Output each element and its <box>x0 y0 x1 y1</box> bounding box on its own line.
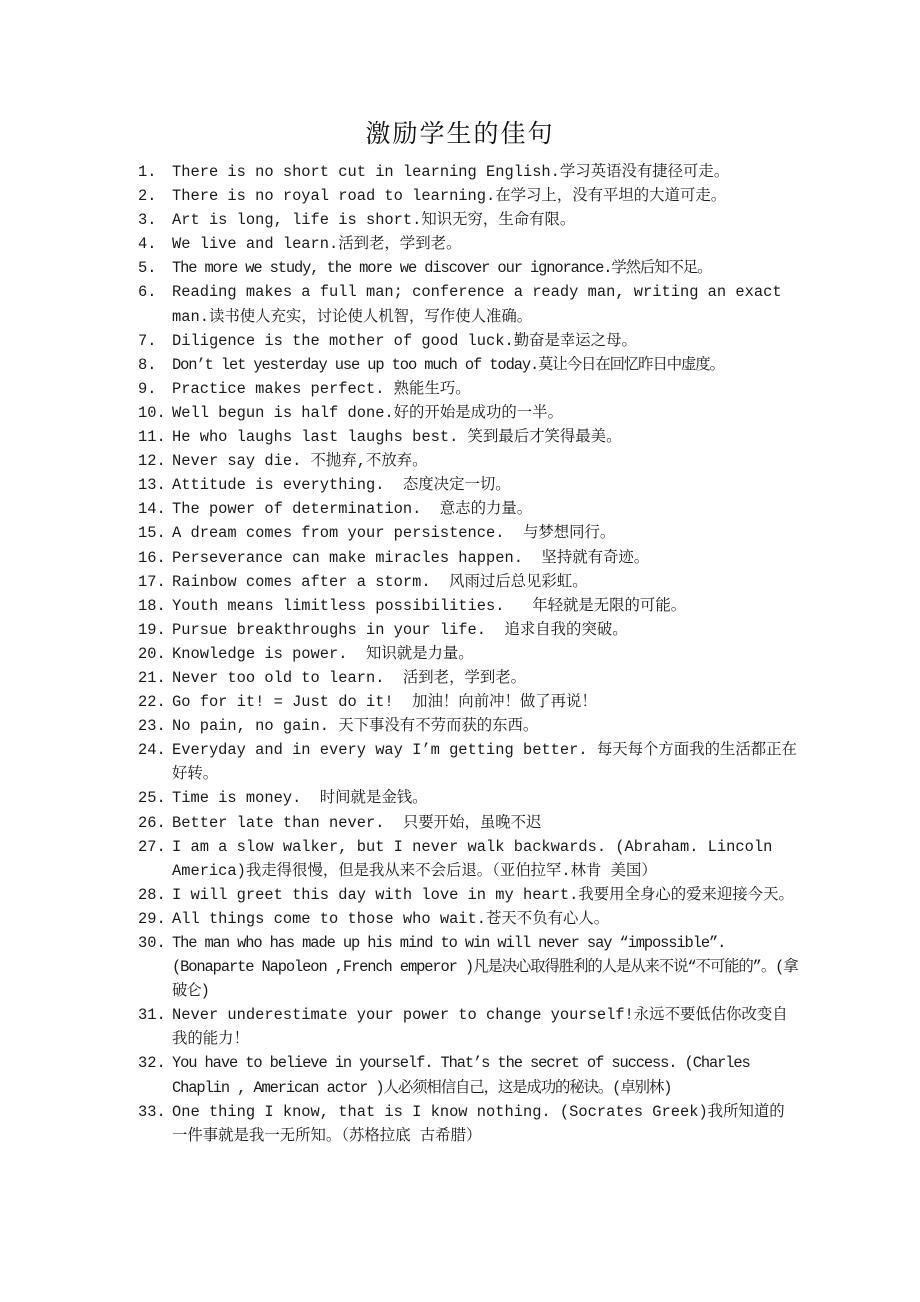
list-item <box>138 401 798 425</box>
item-text: Everyday and in every way I’m getting better. 每天每个方面我的生活都正在好转。 <box>172 741 797 784</box>
list-item <box>138 497 798 521</box>
item-text: Don’t let yesterday use up too much of today.莫让今日在回忆昨日中虚度。 <box>172 355 724 374</box>
list-item <box>138 473 798 497</box>
list-item <box>138 931 798 1003</box>
list-item <box>138 546 798 570</box>
item-text: Attitude is everything. 态度决定一切。 <box>172 476 511 495</box>
item-text: A dream comes from your persistence. 与梦想同行。 <box>172 524 616 543</box>
item-text: All things come to those who wait.苍天不负有心人。 <box>172 909 610 928</box>
item-text: No pain, no gain. 天下事没有不劳而获的东西。 <box>172 717 539 736</box>
item-number: 5. <box>138 259 157 278</box>
item-text: Reading makes a full man; conference a ready man, writing an exact man.读书使人充实，讨论使人机智，写作使人准确。 <box>172 283 791 326</box>
item-number: 16. <box>138 548 166 567</box>
list-item <box>138 618 798 642</box>
list-item <box>138 883 798 907</box>
item-text: Diligence is the mother of good luck.勤奋是幸运之母。 <box>172 331 637 350</box>
list-item <box>138 594 798 618</box>
item-number: 28. <box>138 885 166 904</box>
item-text: He who laughs last laughs best. 笑到最后才笑得最美。 <box>172 428 622 447</box>
item-number: 17. <box>138 572 166 591</box>
item-number: 18. <box>138 596 166 615</box>
item-number: 19. <box>138 620 166 639</box>
list-item <box>138 160 798 184</box>
item-number: 33. <box>138 1102 166 1121</box>
item-text: There is no short cut in learning English.学习英语没有捷径可走。 <box>172 163 730 181</box>
item-text: You have to believe in yourself. That’s the secret of success. (Charles Chaplin , American actor )人必须相信自己，这是成功的秘诀。(卓别林) <box>172 1054 758 1097</box>
item-number: 6. <box>138 283 157 302</box>
item-number: 30. <box>138 934 166 952</box>
item-text: Go for it! = Just do it! 加油！向前冲！做了再说！ <box>172 693 597 712</box>
item-number: 26. <box>138 813 166 832</box>
item-text: Art is long, life is short.知识无穷，生命有限。 <box>172 211 576 230</box>
item-text: The man who has made up his mind to win will never say “impossible”.(Bonaparte Napoleon ,French emperor )凡是决心取得胜利的人是从来不说“不可能的”。(拿破仑) <box>172 934 798 1001</box>
item-text: The more we study, the more we discover our ignorance.学然后知不足。 <box>172 259 712 278</box>
item-text: There is no royal road to learning.在学习上，没有平坦的大道可走。 <box>172 187 727 206</box>
list-item <box>138 907 798 931</box>
list-item <box>138 232 798 256</box>
quote-list <box>138 160 798 1148</box>
item-text: One thing I know, that is I know nothing. (Socrates Greek)我所知道的一件事就是我一无所知。（苏格拉底 古希腊） <box>172 1102 785 1145</box>
item-number: 8. <box>138 355 157 374</box>
item-number: 10. <box>138 403 166 422</box>
item-number: 21. <box>138 668 166 687</box>
list-item <box>138 642 798 666</box>
list-item <box>138 377 798 401</box>
list-item <box>138 1051 798 1099</box>
item-number: 31. <box>138 1006 166 1025</box>
item-number: 29. <box>138 909 166 928</box>
item-text: Rainbow comes after a storm. 风雨过后总见彩虹。 <box>172 572 588 591</box>
list-item <box>138 329 798 353</box>
item-number: 4. <box>138 235 157 254</box>
list-item <box>138 690 798 714</box>
list-item <box>138 280 798 328</box>
list-item <box>138 353 798 377</box>
item-number: 23. <box>138 717 166 736</box>
item-number: 32. <box>138 1054 166 1073</box>
item-text: I am a slow walker, but I never walk backwards. (Abraham. Lincoln America)我走得很慢，但是我从来不会后退。（亚伯拉罕.林肯 美国） <box>172 837 782 880</box>
list-item <box>138 666 798 690</box>
list-item <box>138 449 798 473</box>
item-text: The power of determination. 意志的力量。 <box>172 500 533 519</box>
list-item <box>138 786 798 810</box>
list-item <box>138 835 798 883</box>
item-number: 7. <box>138 331 157 350</box>
item-number: 13. <box>138 476 166 495</box>
item-number: 24. <box>138 741 166 760</box>
list-item <box>138 208 798 232</box>
item-number: 2. <box>138 187 157 206</box>
list-item <box>138 811 798 835</box>
item-text: We live and learn.活到老，学到老。 <box>172 235 462 254</box>
item-number: 11. <box>138 428 166 447</box>
item-number: 1. <box>138 163 157 181</box>
item-text: Knowledge is power. 知识就是力量。 <box>172 644 474 663</box>
item-text: Practice makes perfect. 熟能生巧。 <box>172 379 471 398</box>
item-number: 20. <box>138 644 166 663</box>
item-text: Perseverance can make miracles happen. 坚持就有奇迹。 <box>172 548 650 567</box>
item-number: 3. <box>138 211 157 230</box>
item-text: Never underestimate your power to change yourself!永远不要低估你改变自我的能力！ <box>172 1006 788 1049</box>
page-title: 激励学生的佳句 <box>365 119 555 148</box>
list-item <box>138 425 798 449</box>
item-number: 9. <box>138 379 157 398</box>
list-item <box>138 521 798 545</box>
list-item <box>138 738 798 786</box>
item-text: Time is money. 时间就是金钱。 <box>172 789 428 808</box>
list-item <box>138 714 798 738</box>
list-item <box>138 256 798 280</box>
item-text: Never say die. 不抛弃,不放弃。 <box>172 452 428 471</box>
item-number: 12. <box>138 452 166 471</box>
item-text: Better late than never. 只要开始，虽晚不迟 <box>172 813 542 832</box>
list-item <box>138 570 798 594</box>
item-number: 15. <box>138 524 166 543</box>
item-text: Well begun is half done.好的开始是成功的一半。 <box>172 403 563 422</box>
item-number: 22. <box>138 693 166 712</box>
item-number: 25. <box>138 789 166 808</box>
item-text: I will greet this day with love in my heart.我要用全身心的爱来迎接今天。 <box>172 885 794 904</box>
item-text: Pursue breakthroughs in your life. 追求自我的突破。 <box>172 620 628 639</box>
item-text: Youth means limitless possibilities. 年轻就是无限的可能。 <box>172 596 687 615</box>
list-item <box>138 1003 798 1051</box>
item-number: 14. <box>138 500 166 519</box>
item-text: Never too old to learn. 活到老，学到老。 <box>172 668 527 687</box>
item-number: 27. <box>138 837 166 856</box>
list-item <box>138 1100 798 1148</box>
list-item <box>138 184 798 208</box>
